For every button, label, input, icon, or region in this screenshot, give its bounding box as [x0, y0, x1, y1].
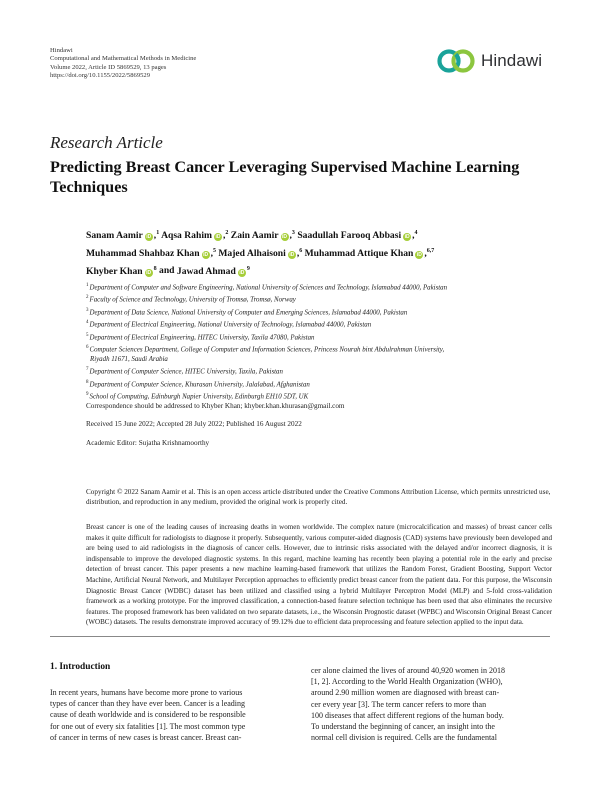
- orcid-icon[interactable]: iD: [239, 269, 245, 276]
- orcid-icon[interactable]: iD: [282, 234, 288, 241]
- academic-editor: Academic Editor: Sujatha Krishnamoorthy: [86, 439, 210, 447]
- text-line: To understand the beginning of cancer, an insight into the: [311, 722, 495, 732]
- author[interactable]: Muhammad Shahbaz Khan iD ,$^5$: [86, 247, 216, 259]
- author[interactable]: Sanam Aamir iD ,$^1$: [86, 230, 160, 242]
- orcid-icon[interactable]: iD: [203, 251, 209, 258]
- text-line: In recent years, humans have become more prone to various: [50, 688, 243, 697]
- paper-title: Predicting Breast Cancer Leveraging Supervised Machine Learning Techniques: [50, 158, 520, 196]
- affiliation-list: [86, 281, 566, 403]
- intro-left-column: [50, 687, 290, 743]
- text-line: [1, 2]. According to the World Health Organization (WHO),: [311, 677, 503, 687]
- affiliation: $^9$School of Computing, Edinburgh Napier University, Edinburgh EH10 5DT, UK: [86, 392, 309, 401]
- affiliation: $^8$Department of Computer Science, Khurasan University, Jalalabad, Afghanistan: [86, 379, 310, 389]
- intro-right-column: [311, 665, 551, 743]
- logo-text: Hindawi: [481, 51, 543, 70]
- copyright-notice: Copyright © 2022 Sanam Aamir et al. This is an open access article distributed under the Creative Commons Attribution License, which permits unrestricted use, distribution, and reproduction in any medium, provided the original work is properly cited.: [86, 488, 551, 507]
- journal-name: Computational and Mathematical Methods in Medicine: [50, 55, 197, 63]
- author[interactable]: Khyber Khan $iD^8$: [86, 265, 157, 277]
- text-line: types of cancer than they have ever been. Cancer is a leading: [50, 699, 246, 709]
- hindawi-logo-icon: [435, 48, 479, 74]
- affiliation-continued: Riyadh 11671, Saudi Arabia: [90, 356, 168, 364]
- author-and: and: [159, 265, 175, 277]
- orcid-icon[interactable]: iD: [416, 251, 422, 258]
- journal-meta: [50, 47, 196, 80]
- author[interactable]: Aqsa Rahim iD ,$^2$: [161, 230, 229, 242]
- hindawi-logo: [435, 47, 557, 75]
- text-line: for one out of every six fatalities [1]. The most common type: [50, 721, 246, 731]
- text-line: normal cell division is required. Cells are the fundamental: [311, 733, 497, 743]
- doi-link[interactable]: https://doi.org/10.1155/2022/5869529: [50, 71, 151, 79]
- section-heading: 1. Introduction: [50, 662, 111, 672]
- text-line: cause of death worldwide and is considered to be responsible: [50, 710, 246, 720]
- orcid-icon[interactable]: iD: [146, 269, 152, 276]
- publication-dates: Received 15 June 2022; Accepted 28 July 2022; Published 16 August 2022: [86, 420, 302, 428]
- author[interactable]: Muhammad Attique Khan iD ,$^{6,7}$: [304, 247, 435, 259]
- divider: [50, 636, 550, 637]
- orcid-icon[interactable]: iD: [146, 234, 152, 241]
- text-line: of cancer in terms of new cases is breast cancer. Breast can-: [50, 732, 242, 742]
- affiliation: $^3$Department of Data Science, National University of Computer and Emerging Sciences, Islamabad 44000, Pakistan: [86, 307, 408, 317]
- affiliation: $^1$Department of Computer and Software Engineering, National University of Sciences and Technology, Islamabad 44000, Pakistan: [86, 283, 448, 292]
- text-line: cer alone claimed the lives of around 40,920 women in 2018: [311, 666, 505, 675]
- article-type: Research Article: [50, 133, 163, 152]
- author[interactable]: Majed Alhaisoni iD ,$^6$: [218, 247, 303, 259]
- publisher-name: Hindawi: [50, 47, 73, 54]
- author[interactable]: Saadullah Farooq Abbasi iD ,$^4$: [297, 230, 418, 242]
- affiliation: $^7$Department of Computer Science, HITEC University, Taxila, Pakistan: [86, 367, 283, 376]
- correspondence: Correspondence should be addressed to Khyber Khan; khyber.khan.khurasan@gmail.com: [86, 402, 345, 410]
- author-list: [86, 226, 566, 279]
- orcid-icon[interactable]: iD: [215, 234, 221, 241]
- text-line: cer every year [3]. The term cancer refers to more than: [311, 699, 487, 709]
- text-line: around 2.90 million women are diagnosed with breast can-: [311, 688, 500, 698]
- affiliation: $^2$Faculty of Science and Technology, University of Tromsø, Tromsø, Norway: [86, 295, 296, 304]
- volume-info: Volume 2022, Article ID 5869529, 13 pages: [50, 63, 167, 71]
- orcid-icon[interactable]: iD: [404, 234, 410, 241]
- author[interactable]: Zain Aamir iD ,$^3$: [230, 230, 295, 242]
- affiliation: $^6$Computer Sciences Department, College of Computer and Information Sciences, Princess Nourah bint Abdulrahman University,: [86, 344, 445, 354]
- text-line: 100 diseases that affect different regions of the human body.: [311, 710, 504, 720]
- abstract: Breast cancer is one of the leading causes of increasing deaths in women worldwide. The complex nature (microcalcification and masses) of breast cancer cells makes it quite difficult for radiologists to diagnose it properly. Subsequently, various computer-aided diagnosis (CAD) systems have previously been developed and are being used to aid radiologists in the diagnosis of cancer cells. However, due to intrinsic risks associated with the delayed and/or incorrect diagnosis, it is indispensable to improve the developed diagnostic systems. In this regard, machine learning has recently been playing a potential role in the early and precise detection of breast cancer. This paper presents a new machine learning-based framework that utilizes the Random Forest, Gradient Boosting, Support Vector Machine, Artificial Neural Network, and Multilayer Perception approaches to efficiently predict breast cancer from the patient data. For this purpose, the Wisconsin Diagnostic Breast Cancer (WDBC) dataset has been utilized and classified using a hybrid Multilayer Perceptron Model (MLP) and 5-fold cross-validation framework as a working prototype. For the improved classification, a connection-based feature selection technique has been used that also eliminates the recursive features. The proposed framework has been validated on two separate datasets, i.e., the Wisconsin Prognostic dataset (WPBC) and Wisconsin Original Breast Cancer (WOBC) datasets. The results demonstrate improved accuracy of 99.12% due to efficient data preprocessing and feature selection applied to the input data.: [86, 523, 552, 627]
- affiliation: $^4$Department of Electrical Engineering, National University of Technology, Islamabad 44000, Pakistan: [86, 320, 372, 329]
- orcid-icon[interactable]: iD: [289, 251, 295, 258]
- affiliation: $^5$Department of Electrical Engineering, HITEC University, Taxila 47080, Pakistan: [86, 332, 315, 341]
- author[interactable]: Jawad Ahmad $iD^9$: [176, 265, 250, 277]
